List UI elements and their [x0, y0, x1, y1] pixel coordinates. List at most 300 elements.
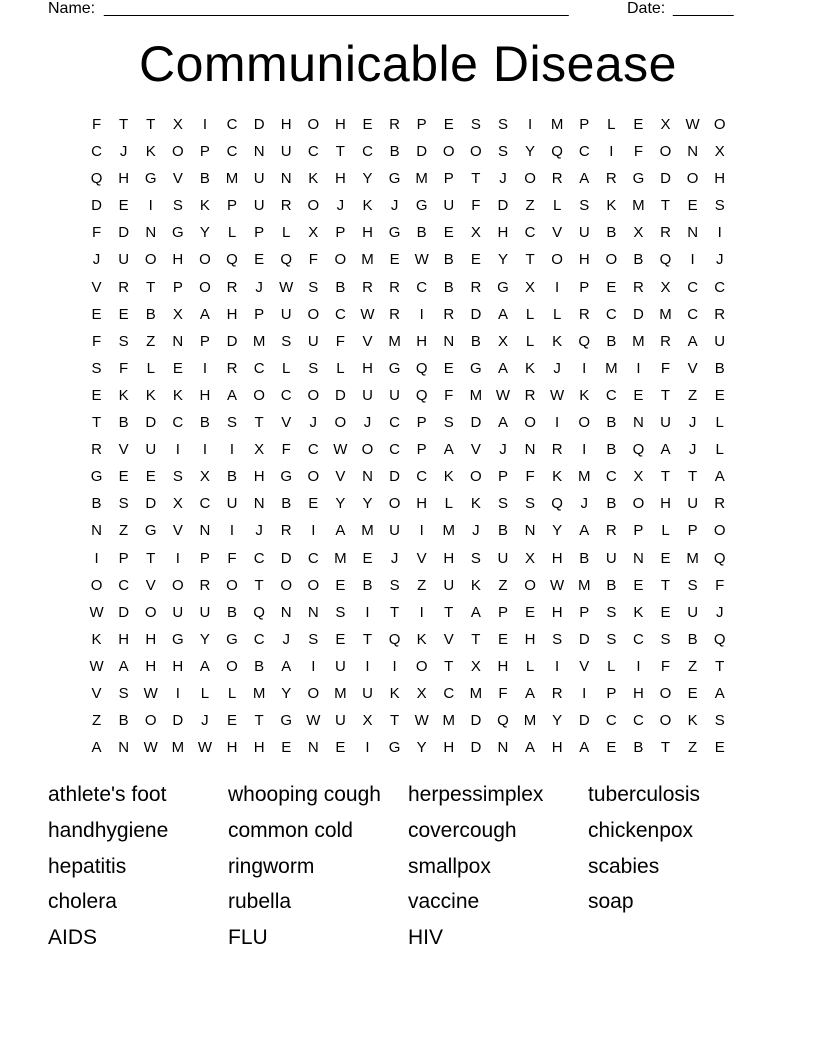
grid-letter: S — [118, 332, 129, 350]
grid-letter: E — [91, 305, 102, 323]
grid-letter: I — [582, 684, 587, 702]
grid-letter: F — [525, 468, 535, 486]
grid-letter: A — [497, 305, 508, 323]
grid-letter: N — [524, 522, 536, 540]
grid-letter: D — [145, 414, 157, 432]
grid-letter: N — [91, 522, 102, 540]
grid-letter: W — [550, 386, 565, 404]
grid-letter: V — [552, 224, 563, 242]
grid-letter: A — [497, 414, 508, 432]
grid-letter: H — [443, 549, 455, 567]
grid-letter: E — [660, 603, 671, 621]
grid-letter: F — [335, 332, 345, 350]
grid-letter: X — [660, 278, 671, 296]
word-bank-item: soap — [588, 890, 634, 914]
grid-letter: C — [253, 630, 265, 648]
grid-letter: H — [253, 739, 265, 757]
grid-letter: P — [416, 414, 427, 432]
grid-letter: D — [578, 630, 590, 648]
grid-letter: W — [495, 386, 511, 404]
grid-letter: B — [687, 630, 698, 648]
grid-letter: L — [227, 684, 237, 702]
grid-letter: D — [416, 143, 428, 161]
grid-letter: Q — [497, 712, 509, 730]
grid-letter: O — [442, 143, 455, 161]
grid-letter: B — [281, 495, 292, 513]
grid-letter: T — [389, 712, 400, 730]
grid-letter: R — [280, 522, 292, 540]
grid-letter: P — [579, 603, 590, 621]
grid-letter: N — [199, 522, 211, 540]
grid-letter: K — [606, 197, 617, 215]
grid-letter: O — [171, 143, 184, 161]
grid-letter: Y — [335, 495, 346, 513]
grid-letter: S — [227, 414, 238, 432]
grid-letter: C — [578, 143, 590, 161]
grid-letter: L — [200, 684, 210, 702]
grid-letter: H — [226, 739, 238, 757]
grid-letter: O — [659, 712, 672, 730]
grid-letter: I — [229, 522, 235, 540]
grid-letter: L — [661, 522, 670, 540]
word-bank-item: hepatitis — [48, 854, 127, 878]
grid-letter: I — [636, 359, 641, 377]
grid-letter: F — [471, 197, 481, 215]
grid-letter: J — [553, 359, 561, 377]
grid-letter: T — [146, 278, 156, 296]
grid-letter: R — [605, 170, 617, 188]
grid-letter: H — [118, 170, 130, 188]
grid-letter: U — [687, 495, 699, 513]
grid-letter: U — [253, 197, 265, 215]
grid-letter: W — [143, 684, 158, 702]
grid-letter: F — [660, 657, 671, 675]
grid-letter: G — [171, 630, 184, 648]
grid-letter: M — [632, 197, 645, 215]
grid-letter: C — [307, 441, 319, 459]
grid-letter: T — [389, 603, 400, 621]
grid-letter: J — [715, 603, 724, 621]
grid-letter: E — [443, 116, 454, 133]
grid-letter: H — [172, 657, 184, 675]
grid-letter: T — [525, 251, 535, 269]
grid-letter: Q — [280, 251, 293, 269]
grid-letter: J — [715, 251, 724, 269]
grid-letter: N — [633, 549, 644, 567]
grid-letter: M — [361, 522, 374, 540]
grid-letter: M — [388, 332, 401, 350]
grid-letter: M — [252, 332, 266, 350]
grid-letter: P — [606, 684, 617, 702]
grid-letter: O — [361, 441, 374, 459]
name-field-line: ______________________________________________________ — [104, 0, 569, 17]
grid-letter: P — [497, 603, 508, 621]
grid-letter: G — [388, 170, 401, 188]
grid-letter: U — [714, 332, 726, 350]
grid-letter: R — [389, 116, 400, 133]
grid-letter: X — [660, 116, 671, 133]
grid-letter: S — [308, 359, 319, 377]
grid-letter: C — [199, 495, 211, 513]
grid-letter: P — [579, 116, 590, 133]
grid-letter: B — [606, 332, 617, 350]
grid-letter: B — [633, 739, 644, 757]
grid-letter: C — [605, 386, 617, 404]
grid-letter: G — [388, 739, 401, 757]
grid-letter: V — [362, 332, 373, 350]
grid-letter: H — [633, 684, 644, 702]
grid-letter: O — [713, 522, 726, 540]
grid-letter: V — [91, 278, 102, 296]
grid-letter: A — [579, 739, 590, 757]
grid-letter: N — [307, 739, 319, 757]
grid-letter: J — [580, 495, 588, 513]
grid-letter: N — [524, 441, 536, 459]
grid-letter: U — [362, 386, 373, 404]
grid-letter: G — [632, 170, 645, 188]
grid-letter: M — [469, 684, 483, 702]
grid-letter: B — [579, 549, 590, 567]
grid-letter: C — [334, 305, 346, 323]
grid-letter: Z — [688, 657, 698, 675]
grid-letter: I — [419, 305, 424, 323]
grid-letter: J — [92, 251, 101, 269]
grid-letter: V — [416, 549, 427, 567]
grid-letter: I — [392, 657, 397, 675]
grid-letter: I — [94, 549, 99, 567]
grid-letter: F — [281, 441, 291, 459]
grid-letter: H — [551, 603, 563, 621]
grid-letter: Z — [525, 197, 535, 215]
grid-letter: U — [389, 522, 400, 540]
grid-letter: U — [362, 684, 373, 702]
grid-letter: N — [280, 603, 292, 621]
grid-letter: Q — [415, 359, 428, 377]
word-bank-item: smallpox — [408, 854, 491, 878]
grid-letter: E — [606, 739, 617, 757]
word-bank-item: ringworm — [228, 854, 315, 878]
grid-letter: H — [334, 170, 346, 188]
grid-letter: O — [470, 143, 482, 161]
grid-letter: E — [389, 251, 400, 269]
grid-letter: B — [714, 359, 725, 377]
grid-letter: B — [633, 251, 644, 269]
grid-letter: O — [334, 414, 347, 432]
grid-letter: X — [525, 549, 536, 567]
word-bank-item: tuberculosis — [588, 783, 701, 806]
grid-letter: B — [145, 305, 156, 323]
grid-letter: H — [578, 251, 590, 269]
grid-letter: M — [577, 468, 591, 486]
word-bank-item: handhygiene — [48, 818, 169, 842]
grid-letter: D — [145, 495, 157, 513]
grid-letter: V — [281, 414, 292, 432]
grid-letter: K — [525, 359, 536, 377]
grid-letter: J — [499, 441, 507, 459]
grid-letter: R — [551, 170, 563, 188]
grid-letter: P — [199, 332, 210, 350]
grid-letter: H — [416, 495, 428, 513]
grid-letter: I — [202, 116, 207, 133]
grid-letter: T — [660, 197, 671, 215]
grid-letter: A — [91, 739, 102, 757]
grid-letter: I — [311, 657, 316, 675]
grid-letter: X — [172, 305, 183, 323]
grid-letter: X — [633, 468, 644, 486]
grid-letter: C — [443, 684, 455, 702]
grid-letter: M — [469, 386, 483, 404]
grid-letter: H — [362, 224, 373, 242]
grid-letter: Q — [226, 251, 238, 269]
grid-letter: A — [281, 657, 292, 675]
grid-letter: G — [388, 224, 401, 242]
grid-letter: W — [279, 278, 294, 296]
grid-letter: M — [361, 251, 374, 269]
grid-letter: E — [91, 386, 102, 404]
grid-letter: R — [551, 441, 563, 459]
grid-letter: C — [362, 143, 373, 161]
grid-letter: S — [497, 116, 508, 133]
name-label: Name: — [48, 0, 96, 17]
grid-letter: G — [280, 712, 293, 730]
grid-letter: I — [175, 549, 180, 567]
grid-letter: W — [89, 603, 104, 621]
grid-letter: B — [335, 278, 346, 296]
grid-letter: V — [172, 170, 183, 188]
grid-letter: Y — [497, 251, 508, 269]
grid-letter: K — [199, 197, 210, 215]
grid-letter: I — [202, 359, 207, 377]
word-bank-item: cholera — [48, 890, 117, 914]
grid-letter: M — [334, 549, 347, 567]
grid-letter: V — [145, 576, 156, 594]
grid-letter: X — [416, 684, 427, 702]
grid-letter: K — [308, 170, 319, 188]
grid-letter: K — [687, 712, 698, 730]
grid-letter: P — [254, 224, 265, 242]
grid-letter: I — [365, 657, 370, 675]
grid-letter: B — [606, 224, 617, 242]
grid-letter: N — [253, 143, 265, 161]
grid-letter: H — [172, 251, 184, 269]
grid-letter: S — [172, 197, 183, 215]
grid-letter: W — [414, 251, 429, 269]
grid-letter: C — [633, 712, 644, 730]
grid-letter: S — [552, 630, 563, 648]
grid-letter: E — [118, 305, 129, 323]
grid-letter: X — [199, 468, 210, 486]
grid-letter: C — [714, 278, 726, 296]
grid-letter: O — [280, 576, 293, 594]
grid-letter: N — [362, 468, 373, 486]
grid-letter: J — [363, 414, 372, 432]
grid-letter: Q — [90, 170, 103, 188]
grid-letter: W — [685, 116, 700, 133]
grid-letter: U — [172, 603, 184, 621]
grid-letter: A — [335, 522, 346, 540]
grid-letter: U — [389, 386, 400, 404]
grid-letter: V — [118, 441, 129, 459]
grid-letter: M — [442, 712, 456, 730]
grid-letter: H — [226, 305, 238, 323]
grid-letter: N — [307, 603, 319, 621]
grid-letter: T — [660, 468, 671, 486]
grid-letter: T — [254, 414, 264, 432]
grid-letter: A — [199, 305, 210, 323]
grid-letter: V — [172, 522, 183, 540]
grid-letter: A — [525, 684, 536, 702]
grid-letter: E — [118, 468, 129, 486]
grid-letter: I — [419, 522, 424, 540]
grid-letter: E — [687, 197, 698, 215]
grid-letter: R — [714, 305, 726, 323]
grid-letter: E — [443, 224, 454, 242]
grid-letter: S — [118, 495, 129, 513]
grid-letter: X — [633, 224, 644, 242]
word-bank-item: herpessimplex — [408, 783, 544, 806]
grid-letter: P — [579, 278, 590, 296]
grid-letter: X — [362, 712, 373, 730]
grid-letter: U — [578, 224, 590, 242]
grid-letter: M — [442, 522, 456, 540]
grid-letter: Y — [199, 224, 210, 242]
grid-letter: B — [362, 576, 373, 594]
grid-letter: T — [444, 603, 454, 621]
grid-letter: C — [524, 224, 536, 242]
grid-letter: H — [416, 332, 428, 350]
grid-letter: L — [607, 657, 616, 675]
grid-letter: W — [306, 712, 321, 730]
grid-letter: C — [253, 549, 265, 567]
grid-letter: I — [555, 414, 560, 432]
grid-letter: O — [144, 251, 157, 269]
grid-letter: R — [362, 278, 373, 296]
grid-letter: O — [144, 603, 157, 621]
grid-letter: W — [414, 712, 429, 730]
grid-letter: I — [229, 441, 235, 459]
grid-letter: O — [578, 414, 591, 432]
grid-letter: T — [444, 657, 454, 675]
grid-letter: U — [497, 549, 509, 567]
grid-letter: I — [365, 603, 370, 621]
grid-letter: M — [577, 576, 591, 594]
grid-letter: I — [636, 657, 641, 675]
grid-letter: O — [307, 576, 320, 594]
grid-letter: C — [605, 468, 617, 486]
grid-letter: Y — [552, 712, 563, 730]
grid-letter: C — [226, 116, 238, 133]
grid-letter: R — [226, 278, 238, 296]
grid-letter: O — [524, 414, 536, 432]
page-title: Communicable Disease — [138, 36, 677, 92]
grid-letter: I — [717, 224, 722, 242]
grid-letter: U — [660, 414, 671, 432]
grid-letter: J — [255, 522, 263, 540]
grid-letter: O — [334, 251, 347, 269]
grid-letter: G — [280, 468, 293, 486]
grid-letter: J — [472, 522, 480, 540]
grid-letter: C — [605, 712, 617, 730]
word-bank-item: scabies — [588, 854, 660, 878]
grid-letter: W — [197, 739, 212, 757]
grid-letter: B — [227, 603, 238, 621]
grid-letter: D — [633, 305, 644, 323]
grid-letter: S — [91, 359, 102, 377]
grid-letter: X — [497, 332, 508, 350]
grid-letter: N — [118, 739, 130, 757]
grid-letter: A — [579, 522, 590, 540]
grid-letter: N — [687, 224, 699, 242]
grid-letter: Z — [146, 332, 156, 350]
grid-letter: Y — [362, 495, 373, 513]
grid-letter: I — [202, 441, 207, 459]
grid-letter: U — [334, 712, 346, 730]
grid-letter: F — [715, 576, 725, 594]
grid-letter: B — [227, 468, 238, 486]
grid-letter: H — [253, 468, 265, 486]
grid-letter: J — [390, 197, 399, 215]
grid-letter: B — [118, 712, 129, 730]
grid-letter: N — [633, 414, 644, 432]
grid-letter: R — [280, 197, 292, 215]
word-bank-item: chickenpox — [588, 818, 694, 842]
grid-letter: G — [388, 359, 401, 377]
grid-letter: L — [146, 359, 155, 377]
grid-letter: U — [199, 603, 211, 621]
grid-letter: J — [201, 712, 209, 730]
grid-letter: B — [254, 657, 265, 675]
grid-letter: B — [91, 495, 102, 513]
grid-letter: I — [148, 197, 153, 215]
grid-letter: W — [89, 657, 104, 675]
grid-letter: G — [144, 522, 157, 540]
grid-letter: S — [335, 603, 346, 621]
grid-letter: X — [172, 116, 183, 133]
grid-letter: O — [470, 468, 482, 486]
grid-letter: M — [550, 116, 564, 133]
grid-letter: S — [579, 197, 590, 215]
grid-letter: S — [714, 197, 725, 215]
grid-letter: F — [91, 224, 102, 242]
grid-letter: T — [660, 386, 671, 404]
grid-letter: M — [415, 170, 428, 188]
grid-letter: B — [199, 170, 210, 188]
word-bank-item: vaccine — [408, 890, 480, 914]
grid-letter: X — [254, 441, 265, 459]
grid-letter: G — [171, 224, 184, 242]
grid-letter: M — [632, 332, 645, 350]
grid-letter: R — [578, 305, 590, 323]
grid-letter: T — [660, 576, 671, 594]
grid-letter: Q — [415, 386, 428, 404]
grid-letter: O — [253, 386, 265, 404]
grid-letter: D — [91, 197, 102, 215]
grid-letter: T — [254, 712, 264, 730]
grid-letter: M — [252, 684, 266, 702]
grid-letter: O — [307, 468, 320, 486]
grid-letter: D — [660, 170, 671, 188]
grid-letter: J — [688, 441, 697, 459]
grid-letter: A — [227, 386, 238, 404]
grid-letter: F — [633, 143, 643, 161]
grid-letter: R — [199, 576, 211, 594]
grid-letter: I — [175, 684, 180, 702]
grid-letter: B — [443, 251, 454, 269]
grid-letter: Q — [388, 630, 401, 648]
grid-letter: R — [633, 278, 644, 296]
grid-letter: O — [524, 170, 536, 188]
grid-letter: S — [660, 630, 671, 648]
